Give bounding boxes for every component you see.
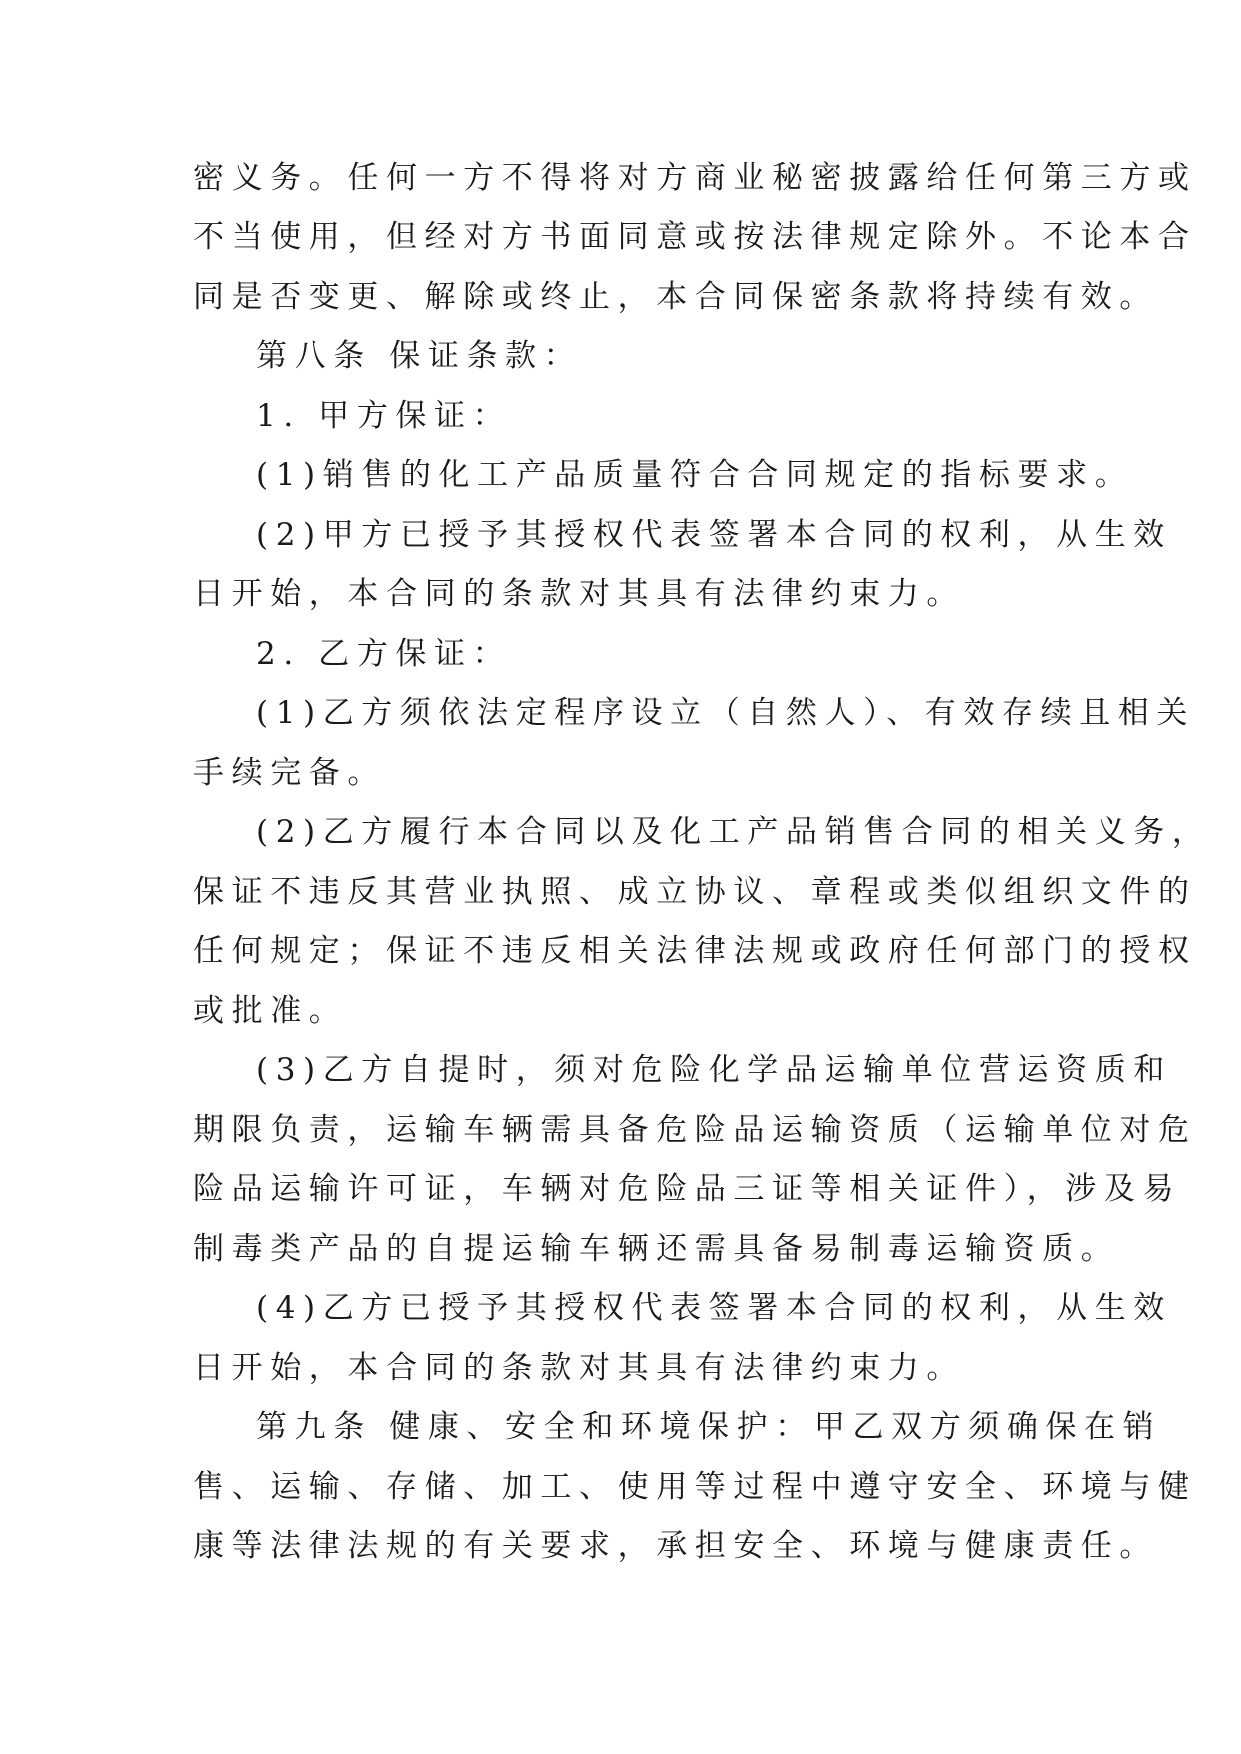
text-line: 手续完备。 [193, 755, 386, 791]
text-line: 或批准。 [193, 993, 348, 1029]
text-line: 不当使用，但经对方书面同意或按法律规定除外。不论本合 [193, 219, 1197, 255]
article-heading: 第八条 保证条款： [256, 338, 583, 374]
text-line: 制毒类产品的自提运输车辆还需具备易制毒运输资质。 [193, 1231, 1120, 1267]
text-line: 密义务。任何一方不得将对方商业秘密披露给任何第三方或 [193, 160, 1197, 196]
text-line: 保证不违反其营业执照、成立协议、章程或类似组织文件的 [193, 874, 1197, 910]
text-line: (3)乙方自提时，须对危险化学品运输单位营运资质和 [256, 1052, 1172, 1088]
text-line: 售、运输、存储、加工、使用等过程中遵守安全、环境与健 [193, 1469, 1197, 1505]
text-line: 日开始，本合同的条款对其具有法律约束力。 [193, 1350, 965, 1386]
text-line: (2)乙方履行本合同以及化工产品销售合同的相关义务， [256, 814, 1211, 850]
text-line: 险品运输许可证，车辆对危险品三证等相关证件），涉及易 [193, 1171, 1182, 1207]
text-line: (2)甲方已授予其授权代表签署本合同的权利，从生效 [256, 517, 1172, 553]
article-heading: 第九条 健康、安全和环境保护：甲乙双方须确保在销 [256, 1409, 1162, 1445]
section-heading: 2. 乙方保证： [256, 636, 512, 672]
text-line: 康等法律法规的有关要求，承担安全、环境与健康责任。 [193, 1528, 1158, 1564]
section-heading: 1. 甲方保证： [256, 398, 512, 434]
text-line: (4)乙方已授予其授权代表签署本合同的权利，从生效 [256, 1290, 1172, 1326]
text-line: (1)销售的化工产品质量符合合同规定的指标要求。 [256, 457, 1134, 493]
text-line: 任何规定；保证不违反相关法律法规或政府任何部门的授权 [193, 933, 1197, 969]
text-line: 日开始，本合同的条款对其具有法律约束力。 [193, 576, 965, 612]
text-line: (1)乙方须依法定程序设立（自然人）、有效存续且相关 [256, 695, 1196, 731]
text-line: 同是否变更、解除或终止，本合同保密条款将持续有效。 [193, 279, 1158, 315]
text-line: 期限负责，运输车辆需具备危险品运输资质（运输单位对危 [193, 1112, 1197, 1148]
